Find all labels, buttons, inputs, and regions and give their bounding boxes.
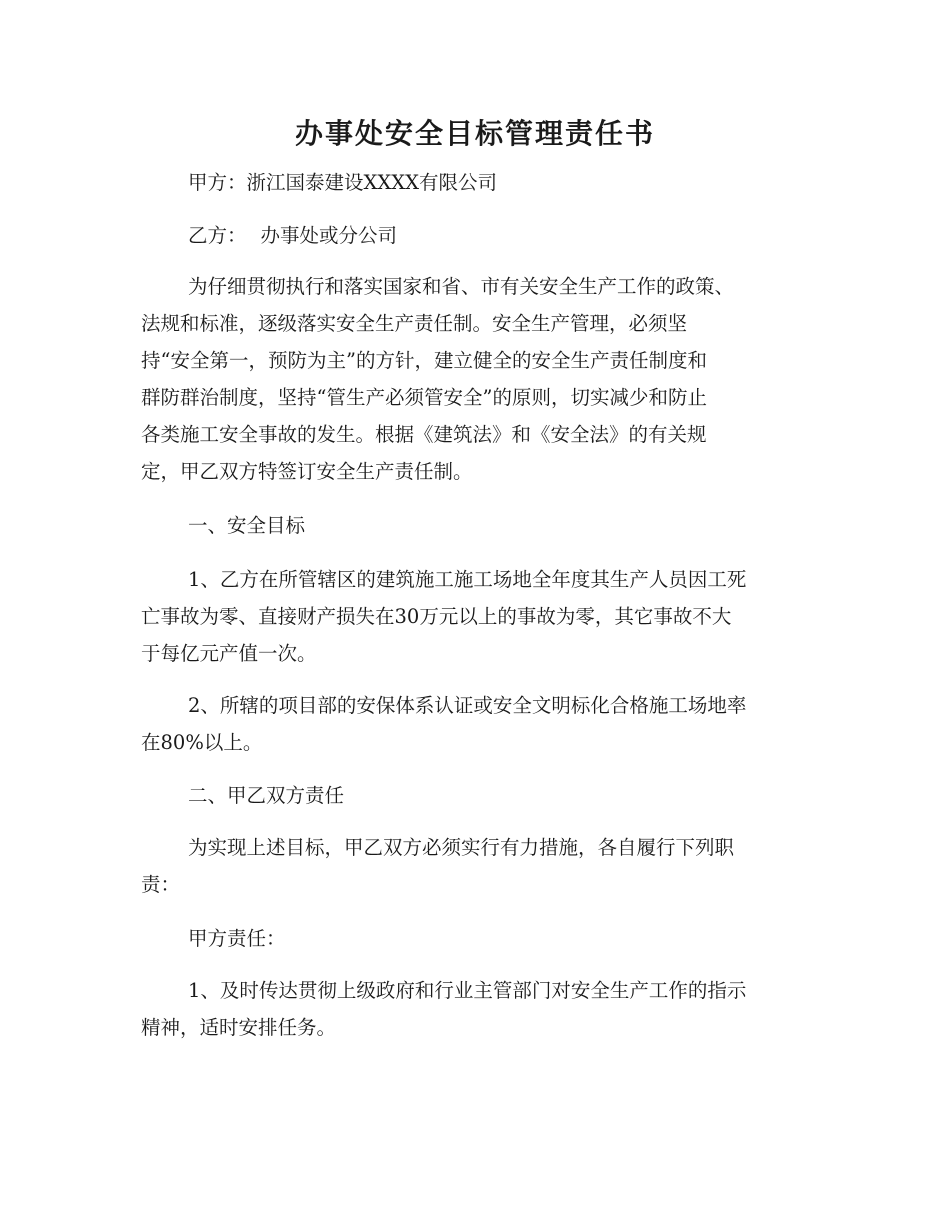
party-a-duty-heading-block (141, 920, 806, 957)
target-1-paragraph (141, 561, 806, 672)
paragraph-line: 亡事故为零、直接财产损失在30万元以上的事故为零，其它事故不大 (141, 605, 732, 628)
paragraph-line: 持“安全第一，预防为主”的方针，建立健全的安全生产责任制度和 (141, 349, 707, 372)
party-b-line (141, 217, 806, 254)
paragraph-line: 2、所辖的项目部的安保体系认证或安全文明标化合格施工场地率 (188, 694, 747, 717)
paragraph-line: 各类施工安全事故的发生。根据《建筑法》和《安全法》的有关规 (141, 423, 707, 446)
paragraph-line: 为仔细贯彻执行和落实国家和省、市有关安全生产工作的政策、 (188, 275, 735, 298)
party-a-line: 甲方：浙江国泰建设XXXX有限公司 (188, 171, 498, 194)
paragraph-line: 1、及时传达贯彻上级政府和行业主管部门对安全生产工作的指示 (188, 979, 747, 1002)
party-a-duty-heading: 甲方责任： (188, 927, 286, 950)
party-b-label: 乙方： (188, 224, 247, 247)
document-title: 办事处安全目标管理责任书 (294, 117, 655, 150)
paragraph-line: 法规和标准，逐级落实安全生产责任制。安全生产管理，必须坚 (141, 312, 688, 335)
target-2-paragraph (141, 687, 806, 761)
section-heading: 一、安全目标 (188, 514, 306, 537)
paragraph-line: 群防群治制度，坚持“管生产必须管安全”的原则，切实减少和防止 (141, 386, 707, 409)
party-a (141, 164, 806, 201)
section-heading: 二、甲乙双方责任 (188, 784, 345, 807)
paragraph-line: 责： (141, 873, 181, 896)
paragraph-line: 于每亿元产值一次。 (141, 642, 317, 665)
paragraph-line: 为实现上述目标，甲乙双方必须实行有力措施，各自履行下列职 (188, 836, 735, 859)
paragraph-line: 精神，适时安排任务。 (141, 1016, 337, 1039)
paragraph-line: 在80%以上。 (141, 731, 263, 754)
party-b (141, 217, 806, 254)
intro-paragraph (141, 268, 806, 490)
party-b-value: 办事处或分公司 (260, 224, 398, 247)
section2-heading-block (141, 777, 806, 814)
paragraph-line: 定，甲乙双方特签订安全生产责任制。 (141, 460, 473, 483)
paragraph-line: 1、乙方在所管辖区的建筑施工施工场地全年度其生产人员因工死 (188, 568, 747, 591)
duty-intro-paragraph (141, 829, 806, 903)
party-a-duty-1-paragraph (141, 972, 806, 1046)
section1-heading-block (141, 507, 806, 544)
